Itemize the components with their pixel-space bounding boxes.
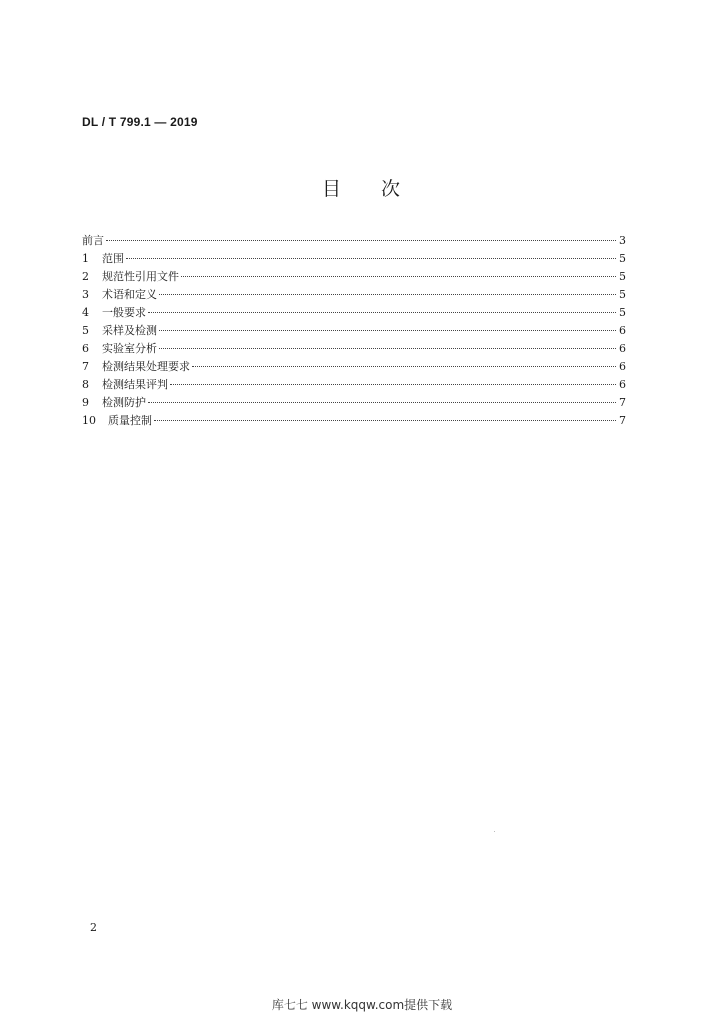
toc-entry-label: 检测结果处理要求 [102, 360, 190, 373]
toc-entry-page: 7 [619, 414, 626, 427]
toc-entry-sampling-testing[interactable] [82, 322, 626, 340]
toc-entry-scope[interactable] [82, 250, 626, 268]
toc-entry-number: 1 [82, 252, 89, 265]
toc-entry-page: 6 [619, 342, 626, 355]
toc-entry-label: 检测防护 [102, 396, 146, 409]
toc-dot-leader [154, 420, 616, 421]
toc-entry-page: 5 [619, 288, 626, 301]
toc-entry-number: 2 [82, 270, 89, 283]
toc-dot-leader [159, 330, 616, 331]
toc-entry-label: 术语和定义 [102, 288, 157, 301]
toc-entry-terms-definitions[interactable] [82, 286, 626, 304]
toc-entry-testing-protection[interactable] [82, 394, 626, 412]
toc-entry-label: 范围 [102, 252, 124, 265]
toc-entry-general-requirements[interactable] [82, 304, 626, 322]
toc-dot-leader [170, 384, 616, 385]
toc-entry-number: 7 [82, 360, 89, 373]
toc-entry-number: 8 [82, 378, 89, 391]
toc-entry-page: 5 [619, 252, 626, 265]
toc-entry-page: 6 [619, 378, 626, 391]
toc-entry-page: 3 [619, 234, 626, 247]
toc-entry-page: 6 [619, 360, 626, 373]
toc-entry-normative-references[interactable] [82, 268, 626, 286]
toc-entry-page: 6 [619, 324, 626, 337]
toc-entry-lab-analysis[interactable] [82, 340, 626, 358]
toc-entry-label: 质量控制 [108, 414, 152, 427]
toc-entry-label: 采样及检测 [102, 324, 157, 337]
download-watermark: 库七七 www.kqqw.com提供下载 [271, 998, 453, 1012]
scan-speck [494, 831, 495, 832]
toc-entry-label: 前言 [82, 234, 104, 247]
toc-entry-foreword[interactable] [82, 232, 626, 250]
toc-dot-leader [192, 366, 616, 367]
toc-entry-number: 6 [82, 342, 89, 355]
toc-dot-leader [106, 240, 616, 241]
toc-dot-leader [148, 402, 616, 403]
toc-dot-leader [159, 348, 616, 349]
page-number: 2 [90, 921, 97, 934]
toc-entry-label: 检测结果评判 [102, 378, 168, 391]
toc-dot-leader [181, 276, 616, 277]
toc-dot-leader [148, 312, 616, 313]
toc-entry-result-processing[interactable] [82, 358, 626, 376]
table-of-contents [82, 232, 626, 430]
toc-entry-number: 5 [82, 324, 89, 337]
toc-entry-result-evaluation[interactable] [82, 376, 626, 394]
toc-entry-page: 5 [619, 270, 626, 283]
toc-entry-label: 一般要求 [102, 306, 146, 319]
toc-entry-label: 实验室分析 [102, 342, 157, 355]
toc-entry-label: 规范性引用文件 [102, 270, 179, 283]
toc-title [0, 174, 724, 201]
toc-title-char-1: 目 [321, 178, 343, 200]
toc-entry-number: 9 [82, 396, 89, 409]
standard-code: DL / T 799.1 — 2019 [82, 115, 198, 129]
toc-entry-number: 4 [82, 306, 89, 319]
toc-entry-quality-control[interactable] [82, 412, 626, 430]
toc-entry-number: 10 [82, 414, 96, 427]
toc-entry-number: 3 [82, 288, 89, 301]
toc-title-char-2: 次 [381, 178, 403, 200]
toc-dot-leader [126, 258, 616, 259]
toc-dot-leader [159, 294, 616, 295]
toc-entry-page: 7 [619, 396, 626, 409]
toc-entry-page: 5 [619, 306, 626, 319]
